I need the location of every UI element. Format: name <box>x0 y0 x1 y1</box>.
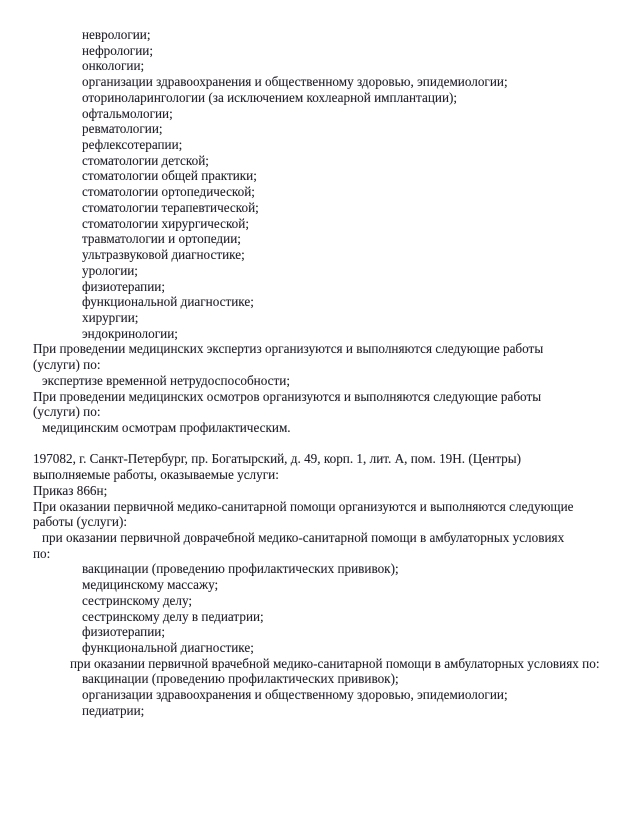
text-line: нефрологии; <box>82 42 153 58</box>
text-line: 197082, г. Санкт-Петербург, пр. Богатырский, д. 49, корп. 1, лит. А, пом. 19Н. (Центры) <box>33 451 521 467</box>
text-line: физиотерапии; <box>82 624 166 640</box>
text-line: При проведении медицинских экспертиз организуются и выполняются следующие работы <box>33 341 544 357</box>
text-line: стоматологии детской; <box>82 152 209 168</box>
text-line: стоматологии ортопедической; <box>82 184 255 200</box>
text-line: (услуги) по: <box>33 357 101 373</box>
text-line: хирургии; <box>82 309 139 325</box>
text-line: Приказ 866н; <box>33 482 108 498</box>
text-line: работы (услуги): <box>33 514 128 530</box>
text-line: по: <box>33 545 51 561</box>
text-line: сестринскому делу в педиатрии; <box>82 608 264 624</box>
text-line: выполняемые работы, оказываемые услуги: <box>33 467 279 483</box>
text-line: педиатрии; <box>82 702 145 718</box>
text-line: офтальмологии; <box>82 105 173 121</box>
text-line: при оказании первичной доврачебной медико-санитарной помощи в амбулаторных условиях <box>42 530 565 545</box>
text-line: травматологии и ортопедии; <box>82 231 241 247</box>
text-line: экспертизе временной нетрудоспособности; <box>42 372 290 388</box>
text-line: ревматологии; <box>82 121 163 137</box>
text-line: медицинскому массажу; <box>82 577 219 593</box>
text-line: сестринскому делу; <box>82 592 193 608</box>
text-line: стоматологии общей практики; <box>82 168 257 184</box>
text-line: рефлексотерапии; <box>82 137 183 153</box>
text-line: стоматологии терапевтической; <box>82 199 259 215</box>
text-line: При оказании первичной медико-санитарной помощи организуются и выполняются следующие <box>33 498 574 514</box>
text-line: урологии; <box>82 262 138 278</box>
text-line: стоматологии хирургической; <box>82 215 249 231</box>
text-line: При проведении медицинских осмотров организуются и выполняются следующие работы <box>33 388 542 404</box>
text-line: неврологии; <box>82 27 151 42</box>
text-line: вакцинации (проведению профилактических прививок); <box>82 671 399 687</box>
text-line: онкологии; <box>82 58 145 74</box>
text-line: организации здравоохранения и общественному здоровью, эпидемиологии; <box>82 74 508 90</box>
text-line: функциональной диагностике; <box>82 294 254 310</box>
text-line: ультразвуковой диагностике; <box>82 247 245 263</box>
text-line: вакцинации (проведению профилактических прививок); <box>82 561 399 577</box>
text-line: медицинским осмотрам профилактическим. <box>42 419 291 435</box>
text-line: функциональной диагностике; <box>82 640 254 656</box>
text-line: организации здравоохранения и общественному здоровью, эпидемиологии; <box>82 687 508 703</box>
blank-line <box>0 436 638 452</box>
text-line: при оказании первичной врачебной медико-санитарной помощи в амбулаторных условиях по: <box>70 655 600 671</box>
text-line: физиотерапии; <box>82 278 166 294</box>
text-line: оториноларингологии (за исключением кохлеарной имплантации); <box>82 89 458 105</box>
text-line: эндокринологии; <box>82 325 178 341</box>
text-line: (услуги) по: <box>33 404 101 420</box>
